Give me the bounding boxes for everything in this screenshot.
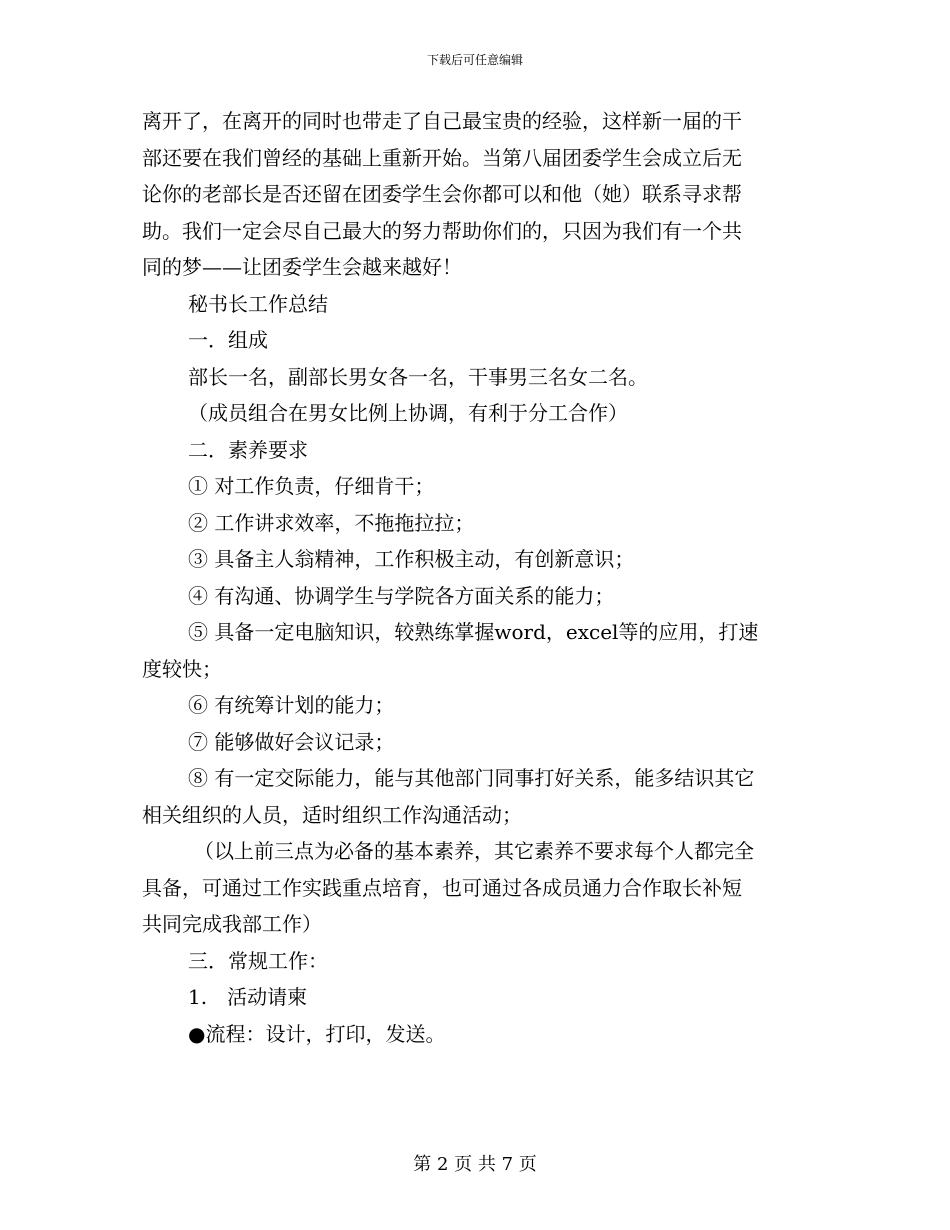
page-footer: 第 2 页 共 7 页 bbox=[413, 1154, 537, 1175]
note-line: 共同完成我部工作） bbox=[142, 912, 322, 936]
body-line: 助。我们一定会尽自己最大的努力帮助你们的，只因为我们有一个共 bbox=[142, 218, 742, 243]
requirement-item-continued: 相关组织的人员，适时组织工作沟通活动； bbox=[142, 802, 522, 827]
requirement-item: ① 对工作负责，仔细肯干； bbox=[188, 474, 435, 498]
body-line: 论你的老部长是否还留在团委学生会你都可以和他（她）联系寻求帮 bbox=[142, 182, 742, 206]
requirement-item: ⑧ 有一定交际能力，能与其他部门同事打好关系，能多结识其它 bbox=[188, 766, 755, 790]
requirement-item: ⑥ 有统筹计划的能力； bbox=[188, 693, 395, 717]
requirement-item: ⑦ 能够做好会议记录； bbox=[188, 729, 395, 754]
work-item: 1. 活动请柬 bbox=[188, 985, 308, 1009]
body-line: 部还要在我们曾经的基础上重新开始。当第八届团委学生会成立后无 bbox=[142, 145, 742, 170]
body-line: 离开了，在离开的同时也带走了自己最宝贵的经验，这样新一届的干 bbox=[142, 109, 742, 133]
requirement-item: ④ 有沟通、协调学生与学院各方面关系的能力； bbox=[188, 583, 615, 608]
note-line: 具备，可通过工作实践重点培育，也可通过各成员通力合作取长补短 bbox=[142, 875, 742, 900]
document-body bbox=[142, 103, 807, 1052]
body-line: 同的梦——让团委学生会越来越好！ bbox=[142, 255, 462, 279]
requirement-item-continued: 度较快； bbox=[142, 656, 222, 681]
section-heading-3: 三．常规工作： bbox=[188, 948, 328, 973]
requirement-item: ⑤ 具备一定电脑知识，较熟练掌握word，excel等的应用，打速 bbox=[188, 620, 759, 644]
requirement-item: ② 工作讲求效率，不拖拖拉拉； bbox=[188, 510, 475, 535]
requirement-item: ③ 具备主人翁精神，工作积极主动，有创新意识； bbox=[188, 547, 635, 571]
page-header: 下载后可任意编辑 bbox=[426, 53, 523, 67]
body-line: （成员组合在男女比例上协调，有利于分工合作） bbox=[188, 401, 628, 425]
section-title: 秘书长工作总结 bbox=[188, 291, 328, 316]
section-heading-2: 二．素养要求 bbox=[188, 437, 308, 462]
work-item-process: ●流程：设计，打印，发送。 bbox=[188, 1021, 446, 1046]
note-line: （以上前三点为必备的基本素养，其它素养不要求每个人都完全 bbox=[194, 839, 754, 863]
section-heading-1: 一．组成 bbox=[188, 328, 268, 352]
body-line: 部长一名，副部长男女各一名，干事男三名女二名。 bbox=[188, 364, 648, 389]
